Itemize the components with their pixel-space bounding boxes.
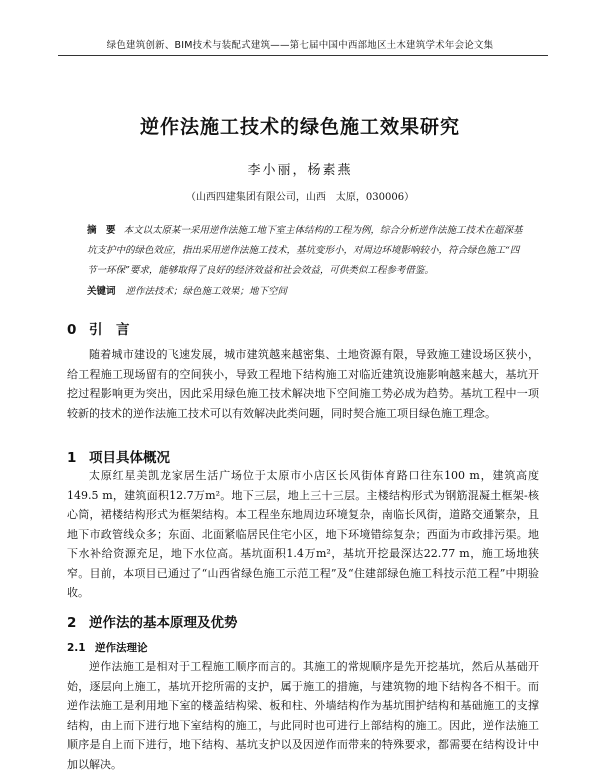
section-number: 2 (67, 615, 77, 631)
section-number: 0 (67, 322, 77, 338)
section-heading (67, 611, 238, 631)
body-paragraph: 随着城市建设的飞速发展，城市建筑越来越密集、土地资源有限，导致施工建设场区狭小，给工程施工现场留有的空间狭小，导致工程地下结构施工对临近建筑设施影响越来越大，基坑开挖过程影响更为突出，因此采用绿色施工技术解决地下空间施工势必成为趋势。基坑工程中一项较新的技术的逆作法施工技术可以有效解决此类问题，同时契合施工项目绿色施工理念。 (67, 348, 539, 420)
section-title: 项目具体概况 (89, 450, 170, 466)
body-paragraph: 逆作法施工是相对于工程施工顺序而言的。其施工的常规顺序是先开挖基坑，然后从基础开始，逐层向上施工，基坑开挖所需的支护，属于施工的措施，与建筑物的地下结构各不相干。而逆作法施工是利用地下室的楼盖结构梁、板和柱、外墙结构作为基坑围护结构和基础施工的支撑结构，由上而下进行地下室结构的施工，与此同时也可进行上部结构的施工。因此，逆作法施工顺序是自上而下进行，地下结构、基坑支护以及因逆作而带来的特殊要求，都需要在结构设计中加以解决。 (67, 660, 539, 771)
subsection-number: 2.1 (67, 642, 86, 654)
abstract-text: 本文以太原某一采用逆作法施工地下室主体结构的工程为例，综合分析逆作法施工技术在超深基坑支护中的绿色效应，指出采用逆作法施工技术，基坑变形小，对周边环境影响较小，符合绿色施工“四节一环保”要求，能够取得了良好的经济效益和社会效益，可供类似工程参考借鉴。 (87, 225, 523, 276)
section-number: 1 (67, 450, 77, 466)
paper-title: 逆作法施工技术的绿色施工效果研究 (139, 116, 460, 138)
body-paragraph: 太原红星美凯龙家居生活广场位于太原市小店区长风街体育路口往东100 m，建筑高度149.5 m，建筑面积12.7万m²。地下三层，地上三十三层。主楼结构形式为钢筋混凝土框架-核心筒，裙楼结构形式为框架结构。本工程坐东地周边环境复杂，南临长风街，道路交通繁杂，且地下市政管线众多；东面、北面紧临居民住宅小区，地下环境错综复杂；西面为市政排污渠。地下水补给资源充足，地下水位高。基坑面积1.4万m²，基坑开挖最深达22.77 m，施工场地狭窄。目前，本项目已通过了“山西省绿色施工示范工程”及“住建部绿色施工科技示范工程”中期验收。 (67, 469, 539, 599)
running-header: 绿色建筑创新、BIM技术与装配式建筑——第七届中国中西部地区土木建筑学术年会论文集 (106, 40, 494, 51)
section-title: 逆作法的基本原理及优势 (89, 615, 238, 631)
keywords-label: 关键词 (87, 286, 116, 297)
paper-authors: 李小丽，杨素燕 (247, 163, 353, 178)
subsection-heading (67, 640, 148, 655)
header-rule (58, 55, 548, 56)
subsection-title: 逆作法理论 (95, 642, 148, 654)
section-heading (67, 446, 170, 466)
abstract-label: 摘 要 (87, 225, 116, 236)
abstract (87, 221, 527, 281)
section-title: 引 言 (89, 322, 130, 338)
section-heading (67, 318, 130, 338)
keywords-text: 逆作法技术；绿色施工效果；地下空间 (125, 286, 288, 297)
paper-affiliation: （山西四建集团有限公司，山西 太原，030006） (185, 192, 415, 203)
keywords (87, 283, 527, 297)
